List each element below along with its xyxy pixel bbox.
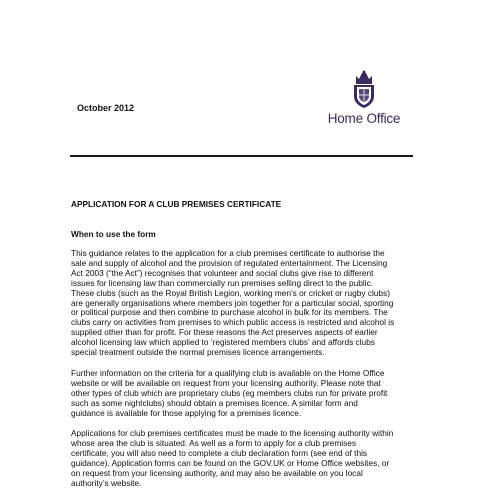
document-date: October 2012 xyxy=(77,103,135,113)
paragraph-intro xyxy=(71,249,416,358)
text-line: or political purpose and then combine to purchase alcohol in bulk for its members. The xyxy=(71,307,388,318)
text-line: other types of club which are proprietary clubs (eg members clubs run for private profit xyxy=(71,387,388,398)
text-line: clubs carry on activities from premises to which public access is restricted and alcohol is xyxy=(71,317,395,328)
text-line: are generally organisations where members join together for a particular social, sporting xyxy=(71,297,394,308)
text-line: This guidance relates to the application for a club premises certificate to authorise the xyxy=(71,248,385,258)
text-line: sale and supply of alcohol and the provision of regulated entertainment. The Licensing xyxy=(71,257,388,268)
text-line: special treatment outside the normal premises licence arrangements. xyxy=(71,347,325,358)
text-line: Further information on the criteria for a qualifying club is available on the Home Office xyxy=(71,368,385,378)
text-line: guidance). Application forms can be found on the GOV.UK or Home Office websites, or xyxy=(71,457,390,468)
text-line: authority’s website. xyxy=(71,477,142,488)
text-line: such as some nightclubs) should obtain a premises licence. A similar form and xyxy=(71,397,358,408)
text-line: These clubs (such as the Royal British Legion, working men’s or cricket or rugby clubs) xyxy=(71,287,390,298)
paragraph-further-information xyxy=(71,369,416,419)
paragraph-applications xyxy=(71,429,416,488)
text-line: issues for licensing law than commercially run premises selling direct to the public. xyxy=(71,277,374,288)
document-title: APPLICATION FOR A CLUB PREMISES CERTIFICATE xyxy=(71,199,282,209)
section-heading: When to use the form xyxy=(71,229,156,239)
text-line: guidance is available for those applying for a premises licence. xyxy=(71,407,302,418)
text-line: whose area the club is situated. As well as a form to apply for a club premises xyxy=(71,437,356,448)
text-line: website or will be available on request from your licensing authority. Please note that xyxy=(71,377,381,388)
organisation-name: Home Office xyxy=(327,111,401,126)
text-line: on request from your licensing authority, and may also be available on you local xyxy=(71,467,363,478)
text-line: certificate, you will also need to complete a club declaration form (see end of this xyxy=(71,447,368,458)
text-line: Applications for club premises certificates must be made to the licensing authority within xyxy=(71,428,394,438)
header-divider xyxy=(70,155,413,157)
text-line: alcohol licensing law which applied to ‘registered members clubs’ and affords clubs xyxy=(71,337,375,348)
home-office-logo xyxy=(318,70,410,126)
text-line: Act 2003 (“the Act”) recognises that volunteer and social clubs give rise to different xyxy=(71,267,374,278)
royal-crest-icon xyxy=(347,70,381,110)
text-line: supplied other than for profit. For these reasons the Act preserves aspects of earlier xyxy=(71,327,378,338)
